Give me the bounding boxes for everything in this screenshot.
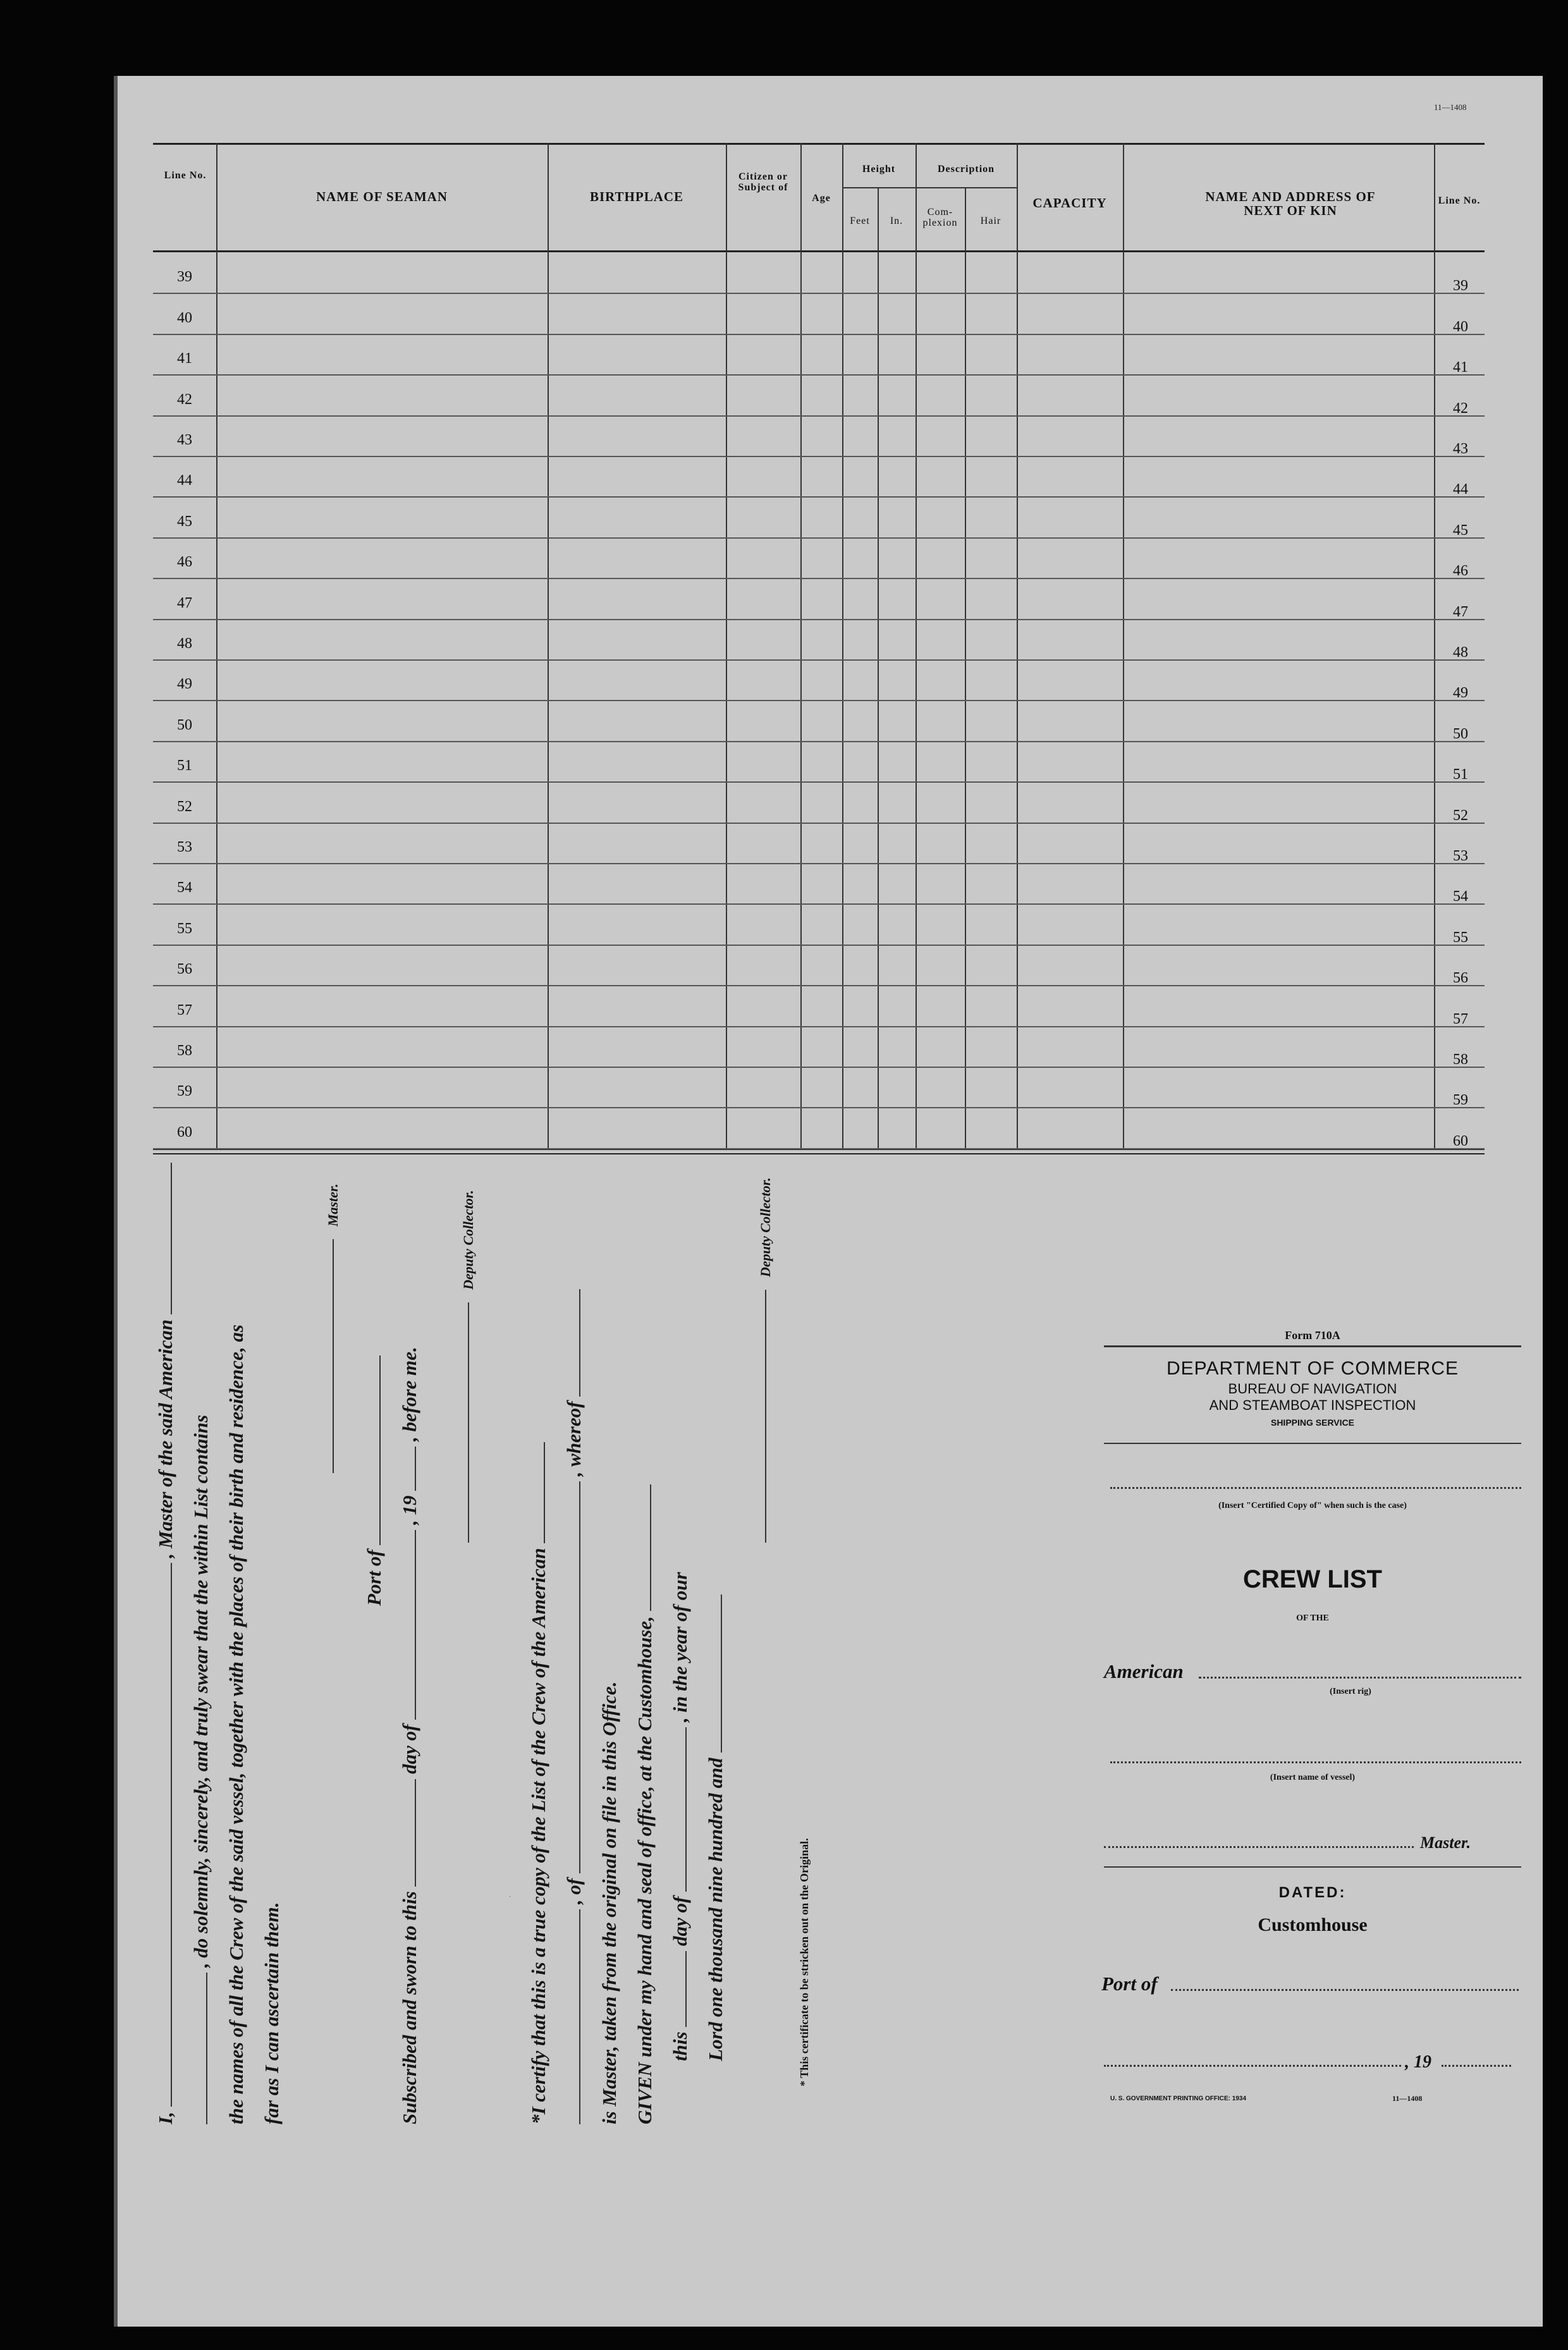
certify-line-2 [563, 1289, 585, 2124]
port-of-label: Port of [363, 1550, 385, 1606]
before-me: , before me. [398, 1347, 420, 1441]
port-of-back-label: Port of [1101, 1973, 1158, 1995]
form-number: 11—1408 [1434, 102, 1467, 112]
header-height: Height [862, 164, 896, 174]
line-number-left: 55 [177, 921, 192, 937]
insert-rig-note: (Insert rig) [1330, 1687, 1371, 1696]
line-number-right: 49 [1453, 685, 1468, 701]
table-row [153, 985, 1485, 986]
certify-rig-blank[interactable] [527, 1442, 545, 1543]
year-19-back: , 19 [1405, 2052, 1431, 2072]
certify-text: *I certify that this is a true copy of the List of the Crew of the American [527, 1548, 549, 2124]
line-number-right: 39 [1453, 278, 1468, 294]
certify-whereof: , whereof [563, 1401, 585, 1477]
customhouse-label: Customhouse [1258, 1914, 1368, 1935]
header-description: Description [937, 164, 995, 174]
bureau-line-2: AND STEAMBOAT INSPECTION [1209, 1397, 1416, 1413]
header-line-no-left: Line No. [164, 170, 207, 181]
table-row [153, 863, 1485, 864]
certify-line-3: is Master, taken from the original on file in this Office. [598, 1681, 620, 2124]
vessel-name-back-blank[interactable] [1110, 1761, 1521, 1763]
dated-label: DATED: [1278, 1884, 1347, 1901]
of-the-label: OF THE [1296, 1613, 1329, 1623]
line-number-right: 58 [1453, 1051, 1468, 1068]
department-of-commerce: DEPARTMENT OF COMMERCE [1166, 1358, 1459, 1379]
american-label: American [1104, 1660, 1184, 1682]
deputy-collector-signature-line-1[interactable] [468, 1302, 469, 1543]
line-number-right: 44 [1453, 481, 1468, 498]
oath-certificate [148, 1125, 1001, 2124]
insert-certified-copy-note: (Insert "Certified Copy of" when such is the case) [1218, 1501, 1407, 1510]
header-inches: In. [890, 216, 903, 226]
port-back-blank[interactable] [1171, 1989, 1519, 1991]
line-number-right: 43 [1453, 441, 1468, 457]
header-line-no-right: Line No. [1438, 195, 1481, 206]
description-subheader-line [916, 187, 1017, 188]
vessel-blank[interactable] [154, 1163, 172, 1314]
department-top-rule [1104, 1345, 1521, 1347]
header-birthplace: BIRTHPLACE [589, 189, 684, 204]
certified-copy-blank[interactable] [1110, 1487, 1521, 1489]
shipping-service: SHIPPING SERVICE [1270, 1417, 1354, 1428]
table-row [153, 1026, 1485, 1027]
table-row [153, 700, 1485, 701]
this-day-line [669, 1572, 692, 2061]
line-number-left: 40 [177, 310, 192, 326]
oath-swear-text: , do solemnly, sincerely, and truly swear that the within List contains [190, 1414, 212, 1968]
line-number-left: 43 [177, 432, 192, 448]
master-name-blank[interactable] [154, 1563, 172, 2107]
line-number-right: 48 [1453, 644, 1468, 661]
line-number-right: 45 [1453, 522, 1468, 539]
line-number-left: 50 [177, 717, 192, 733]
table-row [153, 496, 1485, 498]
this-label: this [669, 2031, 691, 2061]
subscribed-day-of: day of [398, 1724, 420, 1774]
table-row [153, 903, 1485, 905]
certify-master-blank[interactable] [563, 1289, 580, 1397]
oath-line-3: the names of all the Crew of the said vessel, together with the places of their birth and residence, as [225, 1325, 247, 2124]
certify-line-1 [527, 1442, 550, 2124]
certify-vessel-blank[interactable] [563, 1909, 580, 2124]
rig-blank[interactable] [1199, 1677, 1521, 1679]
table-row [153, 619, 1485, 620]
line-number-left: 52 [177, 799, 192, 815]
height-subheader-line [842, 187, 916, 188]
header-name-of-seaman: NAME OF SEAMAN [315, 189, 448, 204]
line-number-left: 39 [177, 269, 192, 285]
bureau-line-1: BUREAU OF NAVIGATION [1228, 1381, 1397, 1397]
table-row [153, 415, 1485, 417]
line-number-right: 51 [1453, 766, 1468, 783]
table-row [153, 945, 1485, 946]
line-number-left: 60 [177, 1124, 192, 1141]
this-day-blank[interactable] [669, 1951, 687, 2027]
customhouse-blank[interactable] [634, 1484, 651, 1611]
lord-text: Lord one thousand nine hundred and [704, 1758, 726, 2061]
crew-list-title: CREW LIST [1243, 1565, 1382, 1593]
line-number-left: 41 [177, 350, 192, 367]
subscribed-line [398, 1347, 421, 2124]
certify-of: , of [563, 1878, 585, 1905]
year-blank-2[interactable] [704, 1594, 722, 1753]
day-of-label-2: day of [669, 1896, 691, 1946]
line-number-left: 56 [177, 961, 192, 977]
line-number-right: 46 [1453, 563, 1468, 579]
table-row [153, 781, 1485, 783]
master-back-blank[interactable] [1104, 1846, 1414, 1848]
deputy-collector-label-1: Deputy Collector. [460, 1190, 476, 1290]
line-number-left: 59 [177, 1083, 192, 1099]
lord-line [704, 1594, 727, 2061]
line-number-left: 54 [177, 879, 192, 896]
header-hair: Hair [980, 216, 1001, 226]
given-text: GIVEN under my hand and seal of office, at the Customhouse, [634, 1616, 656, 2124]
oath-line-4: far as I can ascertain them. [260, 1902, 283, 2124]
subscribed-month-blank[interactable] [398, 1530, 416, 1720]
printing-code: 11—1408 [1392, 2094, 1423, 2103]
oath-line-1 [154, 1163, 177, 2124]
subscribed-label: Subscribed and sworn to this [398, 1891, 420, 2124]
line-number-left: 42 [177, 391, 192, 408]
port-of-line [363, 1356, 386, 1606]
printing-office: U. S. GOVERNMENT PRINTING OFFICE: 1934 [1110, 2095, 1247, 2102]
form-710a-label: Form 710A [1285, 1329, 1340, 1342]
table-row [153, 537, 1485, 539]
vessel-name-blank[interactable] [190, 1973, 207, 2124]
year-back-blank[interactable] [1442, 2065, 1511, 2067]
line-number-right: 59 [1453, 1092, 1468, 1108]
table-row [153, 578, 1485, 579]
line-number-left: 44 [177, 472, 192, 489]
line-number-right: 47 [1453, 604, 1468, 620]
line-number-right: 40 [1453, 319, 1468, 335]
crew-list-form-page [114, 76, 1543, 2327]
certificate-footnote: * This certificate to be stricken out on the Original. [798, 1838, 811, 2086]
header-bottom-border [153, 250, 1485, 252]
line-number-left: 53 [177, 839, 192, 855]
line-number-right: 54 [1453, 888, 1468, 905]
line-number-right: 60 [1453, 1133, 1468, 1149]
table-row [153, 823, 1485, 824]
certify-port-blank[interactable] [563, 1481, 580, 1873]
line-number-left: 48 [177, 635, 192, 652]
table-row [153, 456, 1485, 457]
line-number-right: 52 [1453, 807, 1468, 824]
line-number-left: 49 [177, 676, 192, 692]
line-number-right: 41 [1453, 359, 1468, 376]
header-feet: Feet [850, 216, 870, 226]
master-signature-line[interactable] [333, 1239, 334, 1473]
line-number-left: 45 [177, 513, 192, 530]
line-number-left: 51 [177, 757, 192, 774]
col-divider [878, 187, 879, 1148]
line-number-left: 46 [177, 554, 192, 570]
given-line [634, 1484, 656, 2124]
subscribed-year: , 19 [398, 1495, 420, 1525]
subscribed-day-blank[interactable] [398, 1779, 416, 1887]
header-age: Age [812, 193, 831, 204]
table-row [153, 1067, 1485, 1068]
insert-vessel-note: (Insert name of vessel) [1270, 1773, 1356, 1782]
table-row [153, 741, 1485, 742]
line-number-right: 50 [1453, 726, 1468, 742]
port-blank[interactable] [363, 1356, 381, 1545]
master-signature-label: Master. [325, 1184, 341, 1227]
oath-i-label: I, [154, 2112, 176, 2124]
line-number-left: 57 [177, 1002, 192, 1019]
year-of-our: , in the year of our [669, 1572, 691, 1723]
line-number-left: 58 [177, 1043, 192, 1059]
table-top-border [153, 143, 1485, 145]
line-number-right: 53 [1453, 848, 1468, 864]
line-number-right: 56 [1453, 970, 1468, 986]
line-number-left: 47 [177, 595, 192, 611]
table-row [153, 659, 1485, 661]
line-number-right: 42 [1453, 400, 1468, 417]
col-divider [965, 187, 966, 1148]
shipping-service-rule [1104, 1443, 1521, 1444]
line-number-right: 55 [1453, 929, 1468, 946]
deputy-collector-label-2: Deputy Collector. [757, 1177, 773, 1277]
header-citizen: Citizen or Subject of [738, 171, 788, 193]
oath-line-2 [190, 1415, 212, 2124]
header-complexion: Com-plexion [922, 207, 958, 228]
header-capacity: CAPACITY [1032, 195, 1107, 211]
subscribed-year-blank[interactable] [398, 1447, 416, 1491]
table-row [153, 334, 1485, 335]
table-row [153, 293, 1485, 294]
month-blank-2[interactable] [669, 1727, 687, 1892]
master-back-label: Master. [1420, 1833, 1471, 1852]
table-row [153, 1107, 1485, 1108]
master-rule [1104, 1866, 1521, 1868]
header-next-of-kin: NAME AND ADDRESS OF NEXT OF KIN [1205, 189, 1376, 219]
deputy-collector-signature-line-2[interactable] [765, 1290, 766, 1543]
table-row [153, 374, 1485, 376]
line-number-right: 57 [1453, 1011, 1468, 1027]
oath-master-of-american: , Master of the said American [154, 1319, 176, 1558]
date-back-blank[interactable] [1104, 2065, 1401, 2067]
